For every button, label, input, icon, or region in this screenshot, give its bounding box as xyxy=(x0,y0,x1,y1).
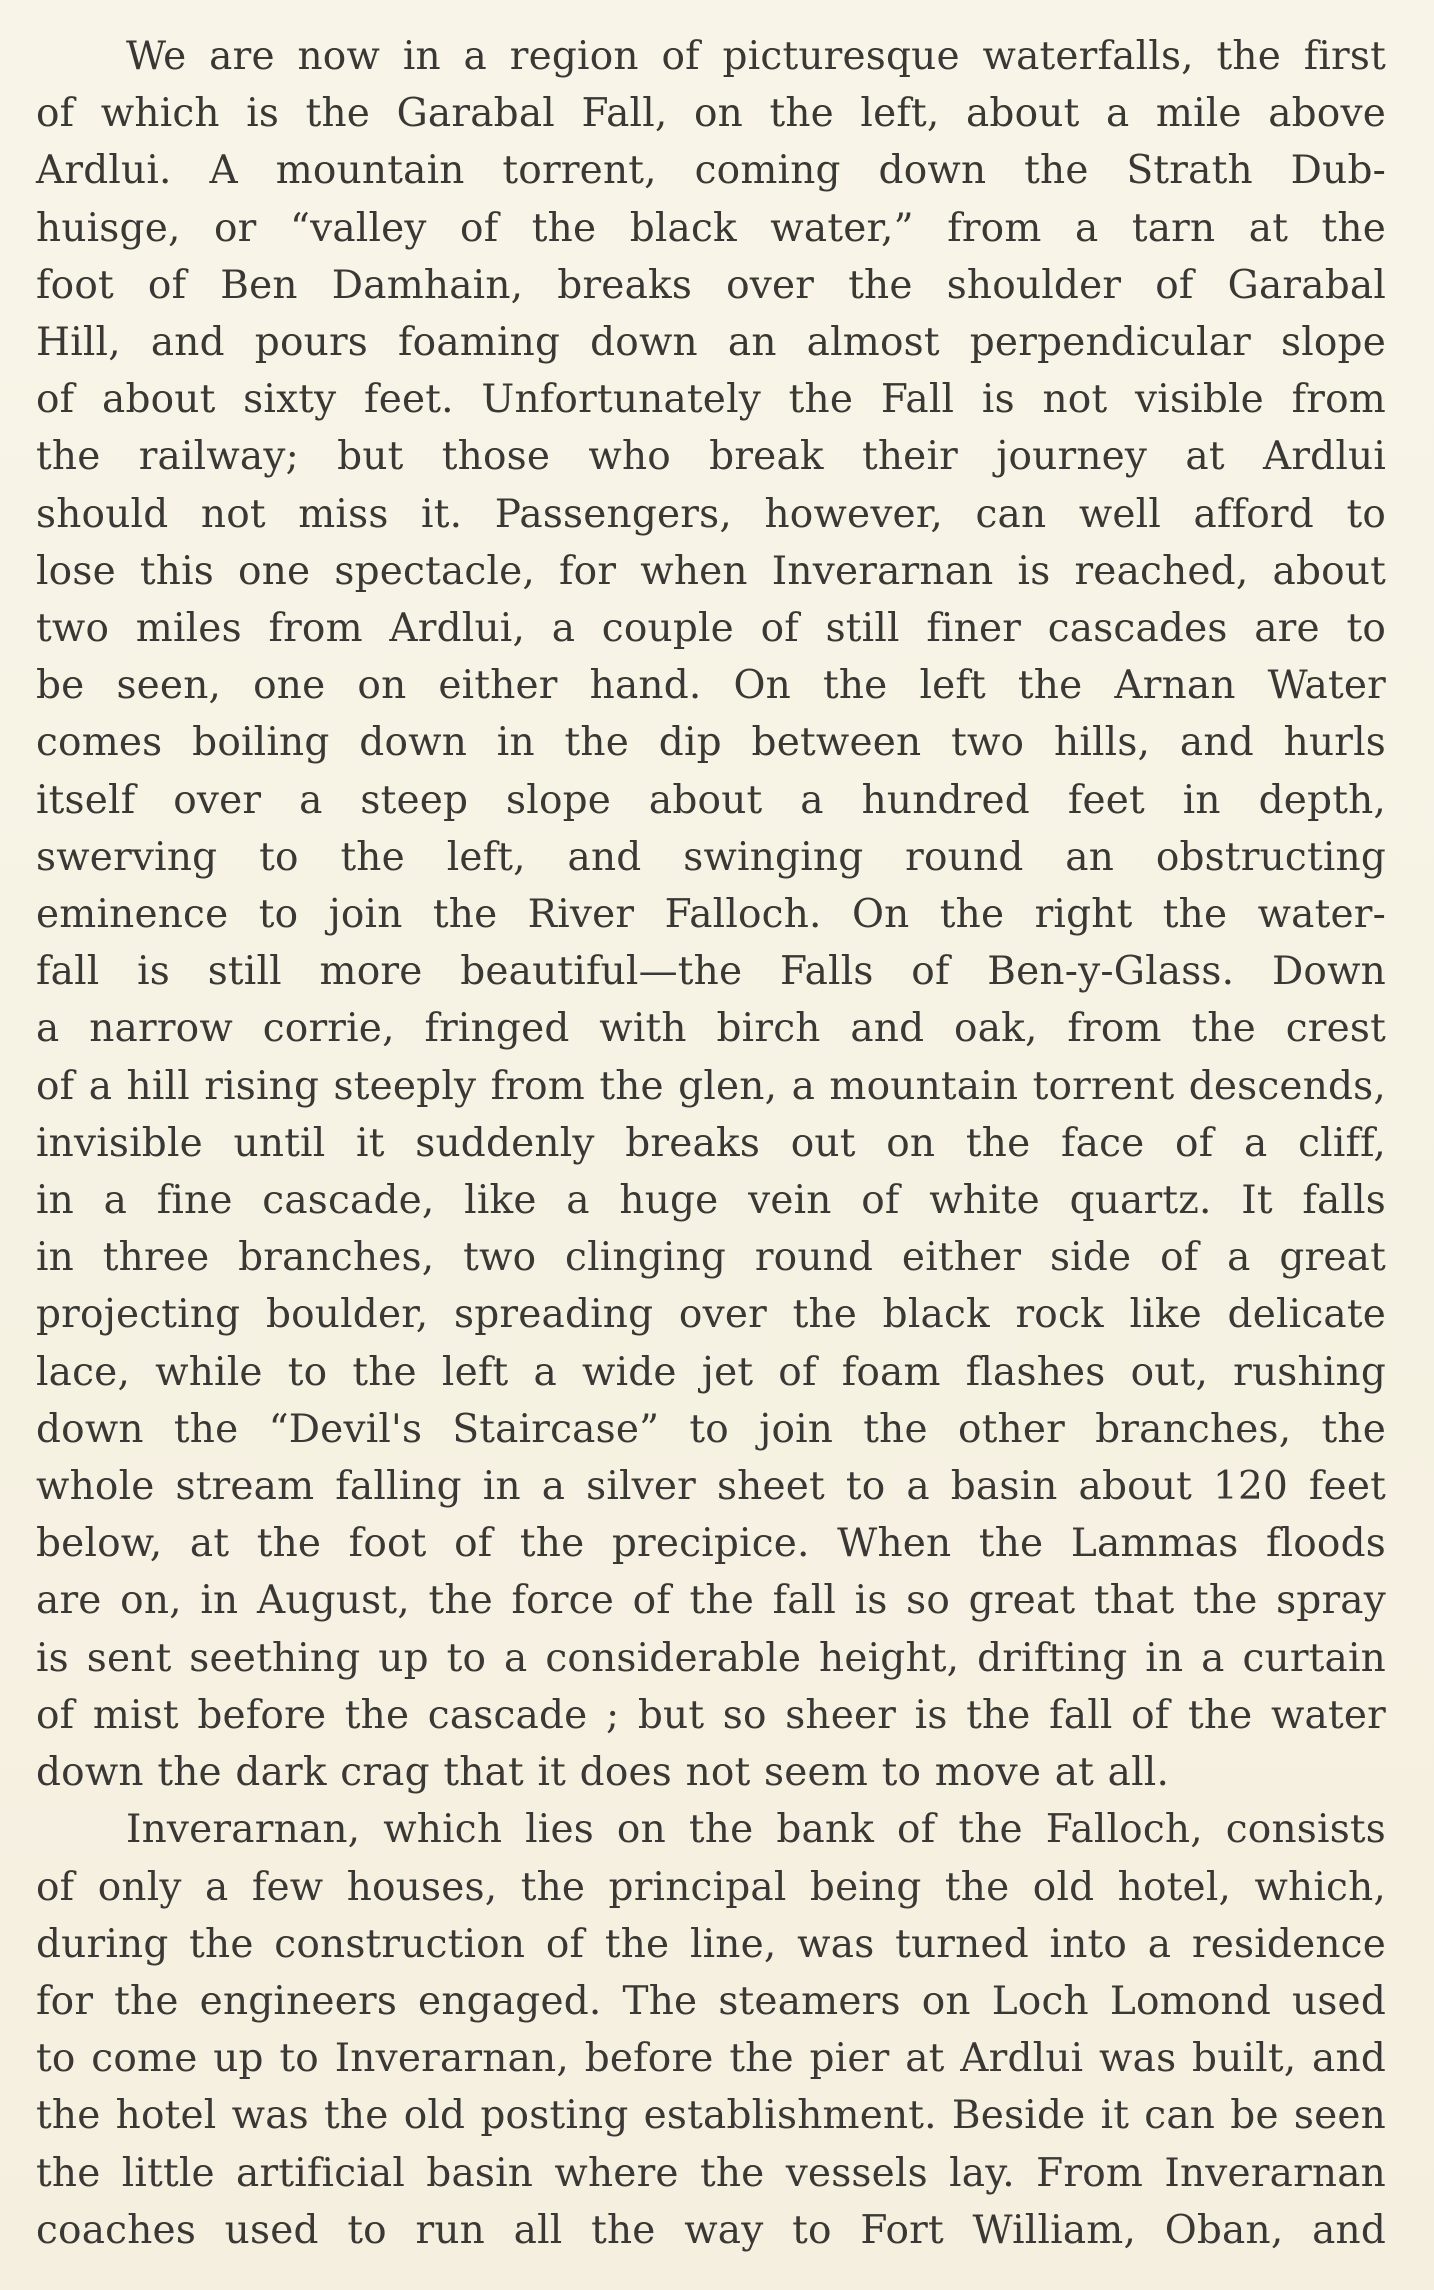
text-line: lace, while to the left a wide jet of foam flashes out, rushing xyxy=(36,1349,1386,1395)
text-line: of about sixty feet. Unfortunately the Fall is not visible from xyxy=(36,377,1386,423)
paragraph-inverarnan xyxy=(36,1801,1386,2259)
text-line: the hotel was the old posting establishment. Beside it can be seen xyxy=(36,2093,1386,2139)
text-line: of only a few houses, the principal being the old hotel, which, xyxy=(36,1864,1386,1910)
text-line: of mist before the cascade ; but so sheer is the fall of the water xyxy=(36,1692,1386,1738)
text-line: of a hill rising steeply from the glen, a mountain torrent descends, xyxy=(36,1063,1386,1109)
text-line: eminence to join the River Falloch. On the right the water- xyxy=(36,892,1386,938)
text-line: whole stream falling in a silver sheet to a basin about 120 feet xyxy=(36,1464,1386,1510)
text-line: during the construction of the line, was turned into a residence xyxy=(36,1921,1386,1967)
text-line: Hill, and pours foaming down an almost perpendicular slope xyxy=(36,320,1386,366)
text-line: invisible until it suddenly breaks out on the face of a cliff, xyxy=(36,1120,1386,1166)
page-text xyxy=(36,28,1386,2259)
text-line: in three branches, two clinging round either side of a great xyxy=(36,1235,1386,1281)
text-line: huisge, or “valley of the black water,” from a tarn at the xyxy=(36,205,1386,251)
text-line: to come up to Inverarnan, before the pier at Ardlui was built, and xyxy=(36,2036,1386,2082)
text-line: We are now in a region of picturesque waterfalls, the first xyxy=(126,34,1386,79)
text-line: be seen, one on either hand. On the left the Arnan Water xyxy=(36,663,1386,709)
text-line: comes boiling down in the dip between two hills, and hurls xyxy=(36,720,1386,766)
text-line: Inverarnan, which lies on the bank of the Falloch, consists xyxy=(126,1807,1386,1853)
text-line: below, at the foot of the precipice. When the Lammas floods xyxy=(36,1521,1386,1567)
text-line: in a fine cascade, like a huge vein of white quartz. It falls xyxy=(36,1178,1386,1224)
text-line: projecting boulder, spreading over the black rock like delicate xyxy=(36,1292,1386,1338)
text-line: coaches used to run all the way to Fort William, Oban, and xyxy=(36,2207,1386,2253)
text-line: are on, in August, the force of the fall is so great that the spray xyxy=(36,1578,1386,1624)
text-line: is sent seething up to a considerable height, drifting in a curtain xyxy=(36,1635,1386,1681)
text-line: fall is still more beautiful—the Falls of Ben-y-Glass. Down xyxy=(36,949,1386,995)
text-line: a narrow corrie, fringed with birch and oak, from the crest xyxy=(36,1006,1386,1052)
text-line: down the “Devil's Staircase” to join the other branches, the xyxy=(36,1406,1386,1452)
paragraph-waterfalls xyxy=(36,28,1386,1801)
text-line: Ardlui. A mountain torrent, coming down the Strath Dub- xyxy=(36,148,1386,194)
text-line: the railway; but those who break their journey at Ardlui xyxy=(36,434,1386,480)
text-line: swerving to the left, and swinging round an obstructing xyxy=(36,834,1386,880)
text-line: two miles from Ardlui, a couple of still finer cascades are to xyxy=(36,606,1386,652)
text-line: should not miss it. Passengers, however, can well afford to xyxy=(36,491,1386,537)
text-line: foot of Ben Damhain, breaks over the shoulder of Garabal xyxy=(36,262,1386,308)
text-line: lose this one spectacle, for when Inverarnan is reached, about xyxy=(36,548,1386,594)
text-line: for the engineers engaged. The steamers on Loch Lomond used xyxy=(36,1978,1386,2024)
text-line: down the dark crag that it does not seem to move at all. xyxy=(36,1750,1170,1796)
text-line: of which is the Garabal Fall, on the left, about a mile above xyxy=(36,91,1386,137)
text-line: the little artificial basin where the vessels lay. From Inverarnan xyxy=(36,2150,1386,2196)
text-line: itself over a steep slope about a hundred feet in depth, xyxy=(36,777,1386,823)
